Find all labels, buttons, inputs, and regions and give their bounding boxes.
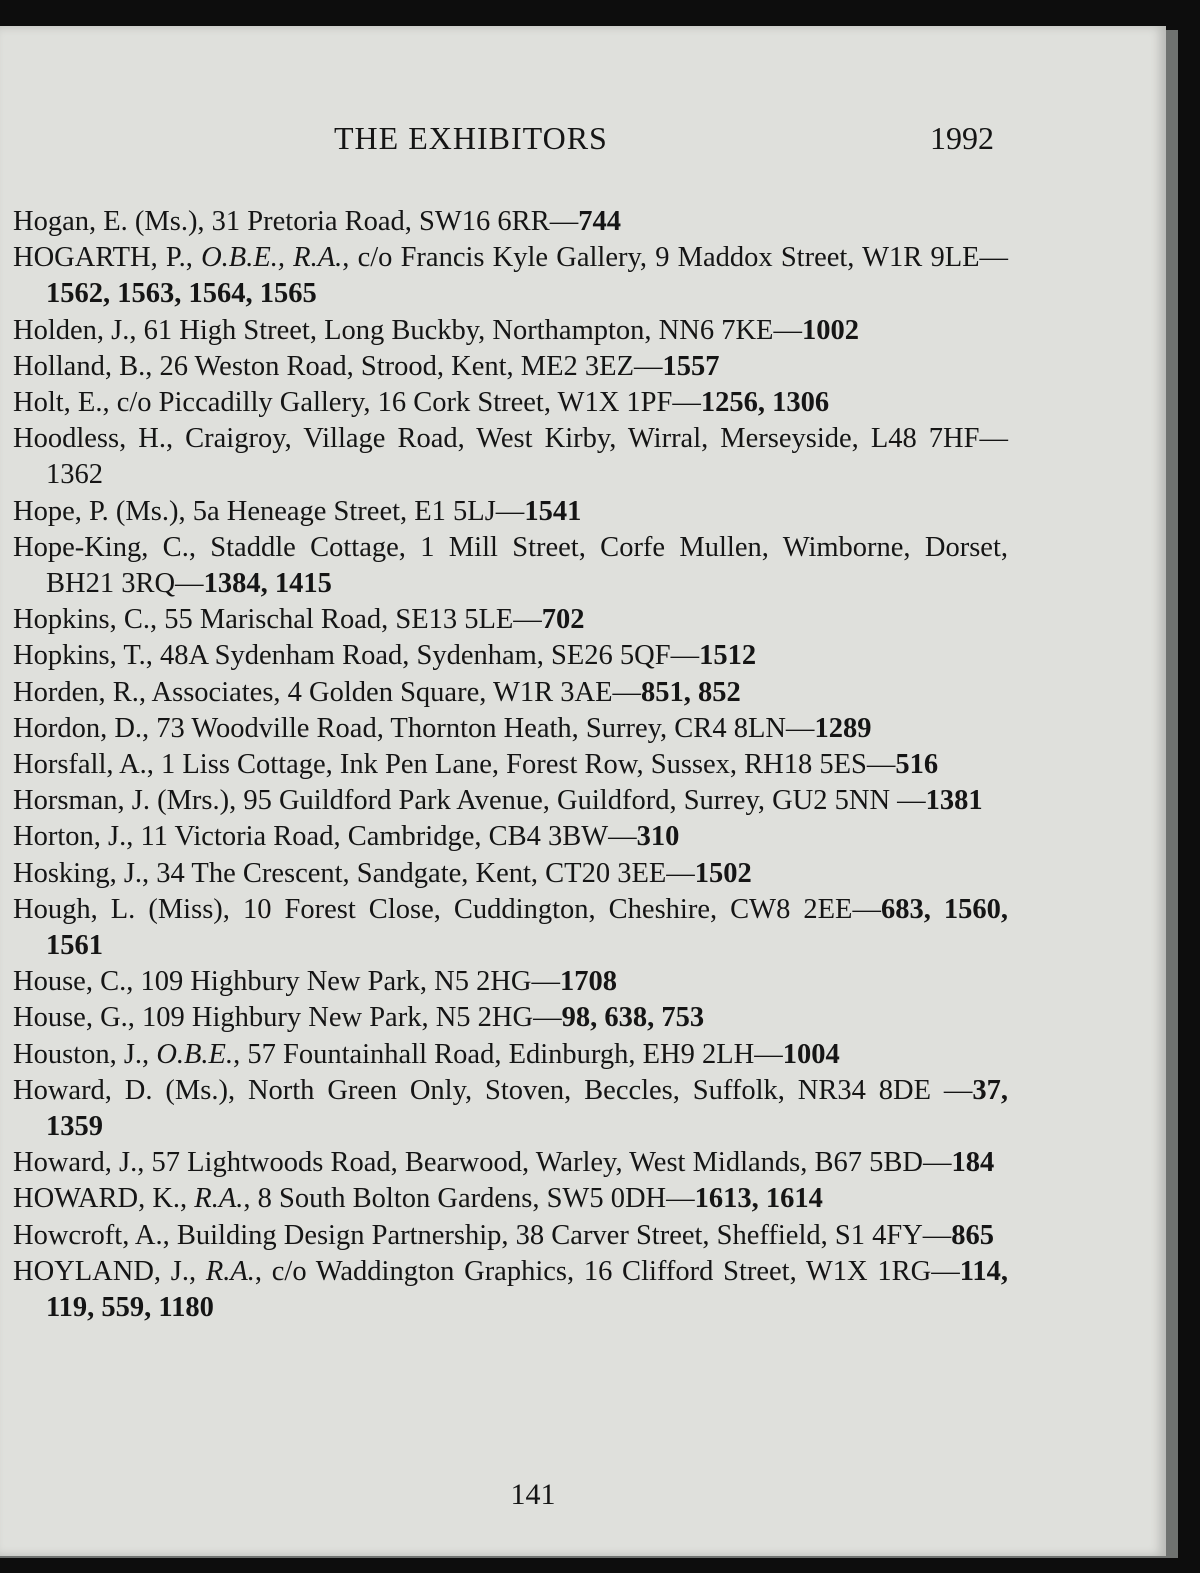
list-item: Horsman, J. (Mrs.), 95 Guildford Park Avenue, Guildford, Surrey, GU2 5NN —1381 [13, 785, 983, 817]
page-year: 1992 [930, 120, 994, 156]
list-item: Houston, J., O.B.E., 57 Fountainhall Road, Edinburgh, EH9 2LH—1004 [13, 1038, 840, 1070]
list-item: Holland, B., 26 Weston Road, Strood, Kent, ME2 3EZ—1557 [13, 350, 720, 382]
exhibitor-list [13, 204, 1008, 1326]
list-item: Hogan, E. (Ms.), 31 Pretoria Road, SW16 6RR—744 [13, 206, 621, 237]
list-item: Hope-King, C., Staddle Cottage, 1 Mill Street, Corfe Mullen, Wimborne, Dorset, BH21 3RQ—1384, 1415 [13, 531, 1008, 600]
list-item: Hopkins, T., 48A Sydenham Road, Sydenham, SE26 5QF—1512 [13, 640, 757, 672]
list-item: Hopkins, C., 55 Marischal Road, SE13 5LE—702 [13, 604, 585, 636]
list-item: Holden, J., 61 High Street, Long Buckby, Northampton, NN6 7KE—1002 [13, 314, 859, 346]
list-item: Hosking, J., 34 The Crescent, Sandgate, Kent, CT20 3EE—1502 [13, 857, 752, 889]
list-item: Horsfall, A., 1 Liss Cottage, Ink Pen Lane, Forest Row, Sussex, RH18 5ES—516 [13, 749, 939, 781]
list-item: HOWARD, K., R.A., 8 South Bolton Gardens, SW5 0DH—1613, 1614 [13, 1183, 823, 1215]
list-item: Hordon, D., 73 Woodville Road, Thornton Heath, Surrey, CR4 8LN—1289 [13, 712, 872, 744]
list-item: House, G., 109 Highbury New Park, N5 2HG—98, 638, 753 [13, 1002, 705, 1034]
running-head [0, 120, 1166, 164]
list-item: HOGARTH, P., O.B.E., R.A., c/o Francis Kyle Gallery, 9 Maddox Street, W1R 9LE—1562, 1563, 1564, 1565 [13, 242, 1009, 310]
list-item: HOYLAND, J., R.A., c/o Waddington Graphics, 16 Clifford Street, W1X 1RG—114, 119, 559, 1180 [13, 1255, 1009, 1324]
list-item: Howard, J., 57 Lightwoods Road, Bearwood, Warley, West Midlands, B67 5BD—184 [13, 1147, 995, 1179]
list-item: Holt, E., c/o Piccadilly Gallery, 16 Cork Street, W1X 1PF—1256, 1306 [13, 387, 830, 419]
list-item: Hough, L. (Miss), 10 Forest Close, Cuddington, Cheshire, CW8 2EE—683, 1560, 1561 [13, 893, 1009, 962]
list-item: Horton, J., 11 Victoria Road, Cambridge, CB4 3BW—310 [13, 821, 680, 853]
list-item: Hoodless, H., Craigroy, Village Road, West Kirby, Wirral, Merseyside, L48 7HF—1362 [13, 423, 1008, 491]
page-number: 141 [510, 1478, 556, 1511]
list-item: Hope, P. (Ms.), 5a Heneage Street, E1 5LJ—1541 [13, 495, 582, 527]
list-item: House, C., 109 Highbury New Park, N5 2HG—1708 [13, 966, 617, 998]
list-item: Howard, D. (Ms.), North Green Only, Stoven, Beccles, Suffolk, NR34 8DE —37, 1359 [13, 1074, 1008, 1143]
book-page [0, 26, 1166, 1556]
page-title: THE EXHIBITORS [334, 120, 608, 156]
list-item: Horden, R., Associates, 4 Golden Square, W1R 3AE—851, 852 [13, 676, 741, 708]
list-item: Howcroft, A., Building Design Partnership, 38 Carver Street, Sheffield, S1 4FY—865 [13, 1219, 995, 1251]
